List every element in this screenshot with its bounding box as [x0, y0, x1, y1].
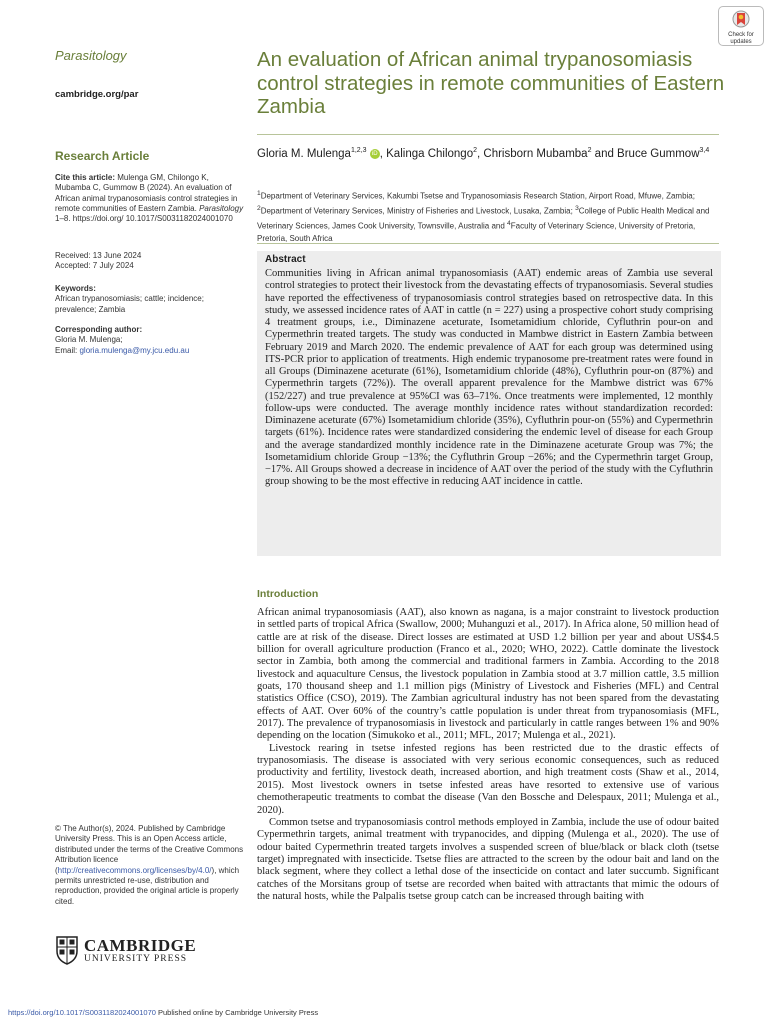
footer — [8, 1008, 318, 1017]
bookmark-icon — [732, 10, 750, 30]
intro-paragraph-2: Livestock rearing in tsetse infested regions has been restricted due to the drastic effects of trypanosomiasis. The disease is associated with very serious economic consequences, such as reduced productivity and fertility, livestock death, increased abortion, and high treatment costs (Shaw et al., 2014, 2015). Most livestock owners in tsetse infested areas have resorted to extensive use of various chemotherapeutic treatments to combat the disease (Van den Bossche and Delespaux, 2011; Mulenga et al., 2020). — [257, 742, 719, 816]
publisher-press: UNIVERSITY PRESS — [84, 954, 188, 964]
author-3[interactable]: , Chrisborn Mubamba — [477, 147, 588, 160]
license-text-2: ), which permits unrestricted re-use, distribution and reproduction, provided the original article is properly cited. — [55, 865, 240, 906]
citation-label: Cite this article: — [55, 173, 116, 182]
intro-paragraph-3: Common tsetse and trypanosomiasis control methods employed in Zambia, include the use of odour baited Cypermethrin targets, animal treatment with trypanocides, and dipping (Mulenga et al., 2020). The use of odour baited Cypermethrin treated targets involves a suspended screen of blue/black or black cloth (tsetse target) impregnated with insecticide. Tsetse flies are attracted to the screen by the odour bait and land on the black segment, where they collect a lethal dose of the insecticide on contact and later succumb. Significant catches of the Morsitans group of tsetse are recorded when baited with attractants that mimic the odours of the natural hosts, while the Palpalis tsetse group catch can be increased through baiting with — [257, 816, 719, 902]
footer-text: Published online by Cambridge University Press — [155, 1008, 319, 1017]
affiliations — [257, 188, 719, 245]
email-link[interactable]: gloria.mulenga@my.jcu.edu.au — [79, 345, 190, 355]
affil-2: Department of Veterinary Services, Ministry of Fisheries and Livestock, Lusaka, Zambia; — [260, 206, 576, 216]
keywords-label: Keywords: — [55, 284, 96, 293]
author-4-affil: 3,4 — [699, 147, 710, 154]
introduction-body — [257, 607, 719, 903]
citation-block — [55, 173, 245, 224]
citation-journal: Parasitology — [199, 203, 244, 213]
license-text-1: © The Author(s), 2024. Published by Cambridge University Press. This is an Open Access article, distributed under the terms of the Creative Commons Attribution licence ( — [55, 824, 244, 875]
email-label: Email: — [55, 345, 78, 355]
cambridge-shield-icon — [55, 935, 79, 965]
affil-4: Faculty of Veterinary Science, University of Pretoria, Pretoria, South Africa — [257, 221, 696, 243]
abstract-heading: Abstract — [265, 254, 306, 265]
article-type: Research Article — [55, 149, 150, 163]
abstract-box — [257, 251, 721, 556]
article-title: An evaluation of African animal trypanosomiasis control strategies in remote communities of Eastern Zambia — [257, 48, 725, 118]
author-1[interactable]: Gloria M. Mulenga — [257, 147, 351, 160]
journal-site-link[interactable]: cambridge.org/par — [55, 89, 139, 100]
footer-doi-link[interactable]: https://doi.org/10.1017/S0031182024001070 — [8, 1008, 156, 1017]
publisher-name: CAMBRIDGE — [84, 936, 197, 955]
affil-divider — [257, 243, 719, 244]
check-for-updates-badge[interactable] — [718, 6, 764, 46]
citation-text: Mulenga GM, Chilongo K, Mubamba C, Gummow B (2024). An evaluation of African animal trypanosomiasis control strategies in remote communities of Eastern Zambia. — [55, 173, 238, 213]
cambridge-logo — [55, 935, 245, 965]
affil-3: College of Public Health Medical and Veterinary Sciences, James Cook University, Townsville, Australia and — [257, 206, 710, 231]
citation-pages: 1–8. https://doi.org/ 10.1017/S0031182024001070 — [55, 214, 233, 224]
author-list — [257, 141, 719, 164]
abstract-text: Communities living in African animal trypanosomiasis (AAT) endemic areas of Zambia use several control strategies to protect their livestock from the devastating effects of trypanosomiasis. Several studies have reported the effectiveness of trypanosomiasis control strategies based on retrospective data. In this study, we assessed incidence rates of AAT in cattle (n = 227) using a prospective cohort study comprising 4 treatment groups, i.e., Diminazene aceturate, Isometamidium chloride, Cyfluthrin pour-on and Cypermethrin treated targets. The study was conducted in Mambwe district in Eastern Zambia between February 2019 and March 2020. The endemic prevalence of AAT for each group was determined using ITS-PCR prior to application of treatments. High endemic trypanosome pre-treatment rates were found in all Groups (Diminazene aceturate (61%), Isometamidium chloride (48%), Cyfluthrin pour-on (87%) and Cypermethrin targets (72%)). The overall apparent prevalence for the Mambwe district was 67% (152/227) and true prevalence at 95%CI was 63–71%. Once treatments were implemented, 12 monthly follow-ups were conducted. The average monthly incidence rates without standardization recorded: Diminazene aceturate (67%) Isometamidium chloride (35%), Cyfluthrin pour-on (55%) and Cypermethrin targets (61%). Incidence rates were standardized considering the endemic level of disease for each Group and the average standardized monthly incidence rate in the Diminazene aceturate Group was 7%; the Isometamidium chloride Group −13%; the Cyfluthrin Group −26%; and the Cypermethrin target Group, −17%. All Groups showed a decrease in incidence of AAT over the period of the study with the Cyfluthrin group showing to be the most effective in reducing AAT incidence in cattle. — [265, 268, 713, 488]
keywords-text: African trypanosomiasis; cattle; incidence; prevalence; Zambia — [55, 294, 204, 314]
received-date: Received: 13 June 2024 — [55, 251, 142, 260]
keywords-block — [55, 284, 245, 315]
introduction-heading: Introduction — [257, 588, 319, 600]
title-divider — [257, 134, 719, 135]
corresponding-name: Gloria M. Mulenga; — [55, 335, 123, 345]
license-link[interactable]: http://creativecommons.org/licenses/by/4.0/ — [57, 865, 212, 875]
dates-block — [55, 251, 245, 272]
corresponding-author-block — [55, 325, 245, 356]
orcid-icon[interactable]: iD — [370, 149, 380, 159]
author-4[interactable]: and Bruce Gummow — [591, 147, 700, 160]
author-3-affil: 2 — [587, 147, 592, 154]
affil-4-num: 4 — [507, 219, 511, 227]
accepted-date: Accepted: 7 July 2024 — [55, 261, 134, 271]
affil-1: Department of Veterinary Services, Kakumbi Tsetse and Trypanosomiasis Research Station, Airport Road, Mfuwe, Zambia; — [260, 191, 695, 201]
badge-line1: Check for — [728, 32, 754, 38]
intro-paragraph-1: African animal trypanosomiasis (AAT), also known as nagana, is a major constraint to livestock production in settled parts of tropical Africa (Swallow, 2000; Muhanguzi et al., 2017). In Africa alone, 50 million head of cattle are at risk of the disease. Direct losses are estimated at USD 1.2 billion per year and about US$4.5 billion for overall agriculture production (Franco et al., 2020; WHO, 2022). Cattle dominate the livestock sector in Zambia, both among the commercial and traditional farmers in Zambia. According to the 2018 livestock and aquaculture Census, the livestock population in Zambia stood at 3.7 million cattle, 3.5 million goats, 170 thousand sheep and 1.1 million pigs (Ministry of Livestock and Fisheries (MFL) and Central statistics Office (CSO), 2019). The Zambian agricultural industry has not been spared from the devastating effects of AAT. Over 60% of the country’s cattle population is under threat from trypanosomiasis (MFL, 2017). The prevalence of trypanosomiasis in livestock and particularly in cattle ranges between 1% and 90% depending on the location (Simukoko et al., 2011; MFL, 2017; Mulenga et al., 2021). — [257, 607, 719, 742]
affil-2-num: 2 — [257, 204, 261, 212]
badge-line2: updates — [730, 38, 752, 45]
affil-1-num: 1 — [257, 190, 261, 197]
license-block — [55, 824, 245, 907]
affil-3-num: 3 — [575, 204, 579, 212]
author-1-affil: 1,2,3 — [350, 147, 367, 154]
journal-name: Parasitology — [55, 48, 127, 63]
corresponding-label: Corresponding author: — [55, 325, 143, 334]
author-2-affil: 2 — [473, 147, 477, 154]
author-2[interactable]: , Kalinga Chilongo — [379, 147, 474, 160]
